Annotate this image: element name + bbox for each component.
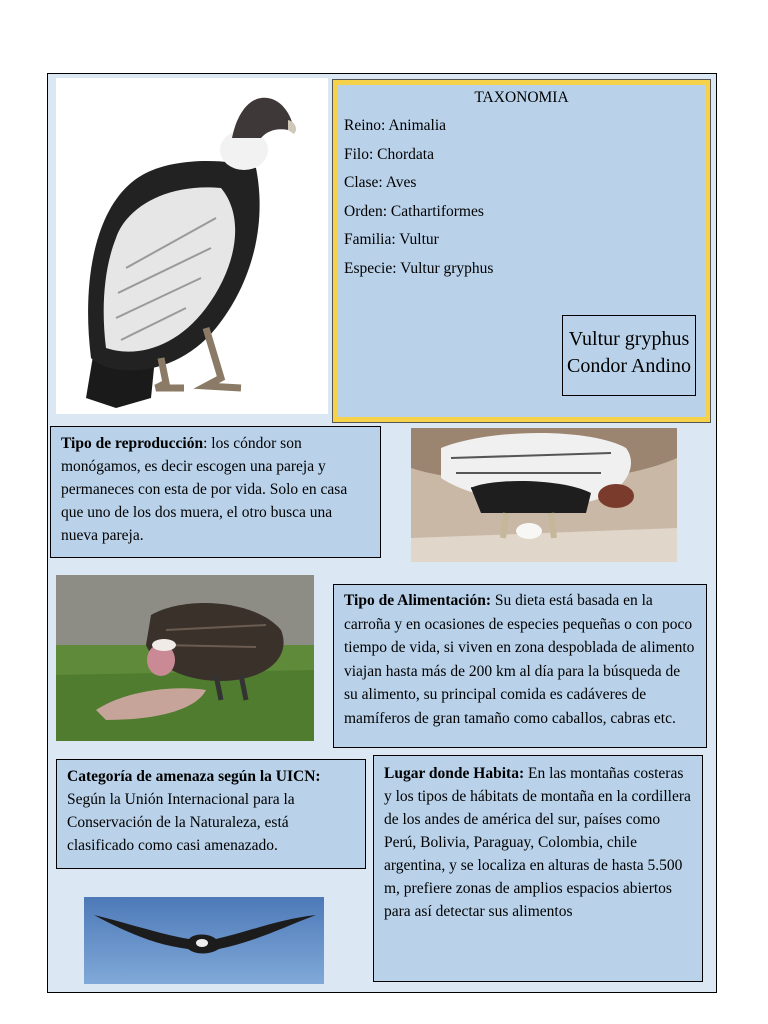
feeding-text: Su dieta está basada en la carroña y en ocasiones de especies pequeñas o con poco tiempo de vida, si viven en zona despoblada de alimento viajan hasta más de 200 km al día para la búsqueda de su alimento, su principal comida es cadáveres de mamíferos de gran tamaño como caballos, cabras etc.	[344, 592, 695, 727]
threat-text: Según la Unión Internacional para la Conservación de la Naturaleza, está clasificado como casi amenazado.	[67, 791, 295, 854]
condor-nest-photo	[411, 428, 677, 562]
threat-label: Categoría de amenaza según la UICN:	[67, 768, 321, 785]
common-name: Condor Andino	[567, 355, 691, 377]
habitat-box	[373, 755, 703, 982]
habitat-label: Lugar donde Habita:	[384, 765, 525, 782]
taxonomy-familia: Familia: Vultur	[344, 231, 439, 248]
reproduction-box	[50, 426, 381, 558]
feeding-box	[333, 584, 707, 748]
taxonomy-filo: Filo: Chordata	[344, 145, 434, 163]
condor-feeding-photo	[56, 575, 314, 741]
condor-flying-photo	[84, 897, 324, 984]
species-name-box	[562, 315, 696, 396]
habitat-text: En las montañas costeras y los tipos de hábitats de montaña en la cordillera de los andes de américa del sur, países como Perú, Bolivia, Paraguay, Colombia, chile argentina, y se localiza en alturas de hasta 5.500 m, prefiere zonas de amplios espacios abiertos para así detectar sus alimentos	[384, 765, 691, 920]
taxonomy-clase: Clase: Aves	[344, 174, 417, 191]
feeding-label: Tipo de Alimentación:	[344, 592, 491, 609]
reproduction-label: Tipo de reproducción	[61, 435, 204, 452]
taxonomy-reino: Reino: Animalia	[344, 117, 447, 134]
taxonomy-especie: Especie: Vultur gryphus	[344, 259, 494, 277]
taxonomy-title: TAXONOMIA	[474, 89, 569, 106]
scientific-name: Vultur gryphus	[568, 328, 690, 350]
condor-standing-photo	[56, 78, 328, 414]
taxonomy-orden: Orden: Cathartiformes	[344, 202, 484, 220]
threat-box	[56, 759, 366, 869]
reproduction-text: : los cóndor son monógamos, es decir escogen una pareja y permaneces con esta de por vida. Solo en casa que uno de los dos muera, el otro busca una nueva pareja.	[61, 435, 348, 544]
